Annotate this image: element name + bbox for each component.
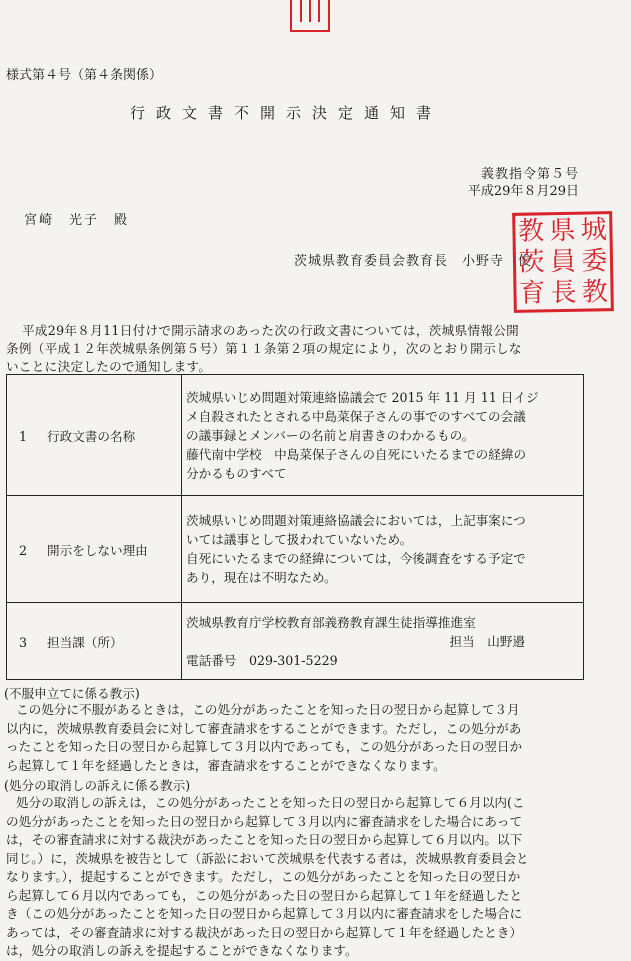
revocation-line: ら起算して６月以内であっても，この処分があった日の翌日から起算して１年を経過したと	[6, 887, 523, 903]
revocation-line: は，処分の取消しの訴えを提起することができなくなります。	[6, 943, 358, 958]
intro-line: 平成29年８月11日付けで開示請求のあった次の行政文書については，茨城県情報公開	[22, 323, 520, 338]
appeal-heading: (不服申立てに係る教示)	[4, 686, 140, 701]
disclosure-table	[6, 374, 584, 680]
appeal-line: ら起算して１年を経過したときは，審査請求をすることができなくなります。	[6, 757, 446, 773]
phone-number: 電話番号 029-301-5229	[186, 652, 338, 668]
intro-line: いことに決定したので通知します。	[6, 359, 212, 374]
revocation-line: なります。），提起することができます。ただし，この処分があったことを知った日の翌日か	[6, 869, 521, 884]
table-row	[7, 375, 584, 496]
official-seal-stamp: 教 県 城 茨 員 委 育 長 教	[512, 211, 614, 313]
revocation-line: 処分の取消しの訴えは，この処分があったことを知った日の翌日から起算して６月以内(こ	[16, 795, 525, 810]
table-row	[7, 496, 584, 603]
row-label: 3 担当課（所）	[7, 603, 182, 680]
top-seal-stamp	[290, 0, 330, 32]
revocation-line: き（この処分があったことを知った日の翌日から起算して３月以内に審査請求をした場合に	[6, 906, 523, 921]
reference-number: 義教指令第５号	[480, 167, 579, 182]
issuer: 茨城県教育委員会教育長 小野寺 俊	[294, 254, 533, 269]
reason-cell: 茨城県いじめ問題対策連絡協議会においては，上記事案につ いては議事として扱われていないため。 自死にいたるまでの経緯については，今後調査をする予定で あり，現在は不明なため。	[182, 496, 584, 603]
revocation-line: 同じ。）に，茨城県を被告として（訴訟において茨城県を代表する者は，茨城県教育委員会と	[6, 850, 529, 866]
department-name: 茨城県教育庁学校教育部義務教育課生徒指導推進室	[186, 614, 476, 630]
appeal-line: ったことを知った日の翌日から起算して３月以内であっても，この処分があった日の翌日か	[6, 739, 523, 754]
table-row	[7, 603, 584, 680]
document-title: 行政文書不開示決定通知書	[130, 104, 443, 122]
contact-person: 担当 山野邉	[449, 633, 525, 649]
department-cell	[182, 603, 584, 680]
revocation-line: あっては，その審査請求に対する裁決があった日の翌日から起算して１年を経過したとき）	[6, 924, 523, 940]
document-name-cell: 茨城県いじめ問題対策連絡協議会で 2015 年 11 月 11 日イジ メ自殺されたとされる中島菜保子さんの事でのすべての会議 の議事録とメンバーの名前と肩書きのわかるもの。 藤代南中学校 中島菜保子さんの自死にいたるまでの経緯の 分かるものすべて	[182, 375, 584, 496]
intro-line: 条例（平成１２年茨城県条例第５号）第１１条第２項の規定により，次のとおり開示しな	[6, 341, 522, 356]
revocation-line: の処分があったことを知った日の翌日から起算して３月以内に審査請求をした場合にあって	[6, 813, 523, 829]
revocation-heading: (処分の取消しの訴えに係る教示)	[4, 778, 191, 793]
issue-date: 平成29年８月29日	[467, 184, 579, 199]
revocation-line: は，その審査請求に対する裁決があったことを知った日の翌日から起算して６月以内。以下	[6, 832, 523, 847]
row-label: 1 行政文書の名称	[7, 375, 182, 496]
addressee: 宮崎 光子 殿	[24, 213, 130, 228]
appeal-line: この処分に不服があるときは，この処分があったことを知った日の翌日から起算して３月	[16, 702, 520, 717]
appeal-line: 以内に，茨城県教育委員会に対して審査請求をすることができます。ただし，この処分があ	[6, 720, 522, 736]
form-number: 様式第４号（第４条関係）	[6, 68, 163, 83]
row-label: 2 開示をしない理由	[7, 496, 182, 603]
